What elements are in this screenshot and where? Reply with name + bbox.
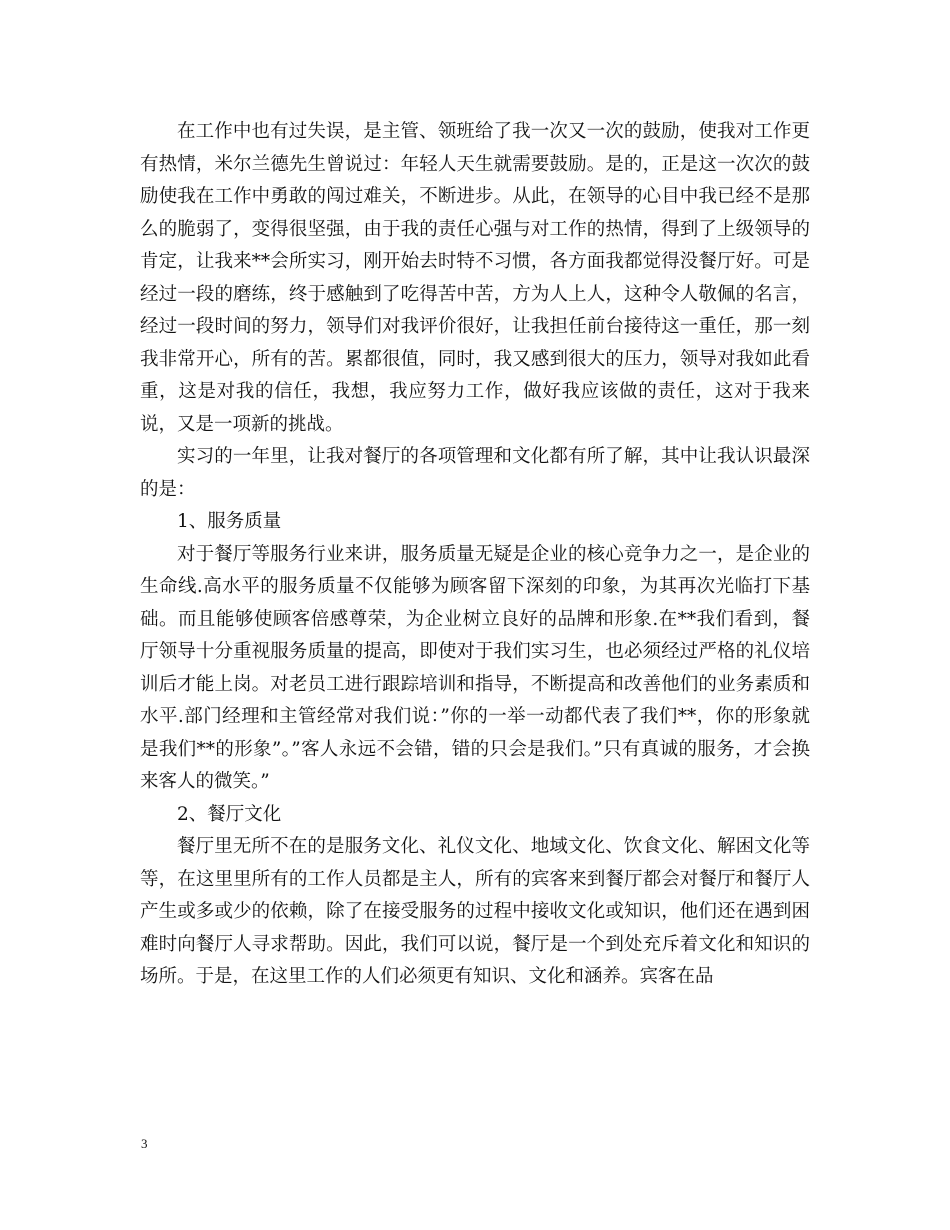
paragraph-service-quality: 对于餐厅等服务行业来讲，服务质量无疑是企业的核心竞争力之一，是企业的生命线.高水平的服务质量不仅能够为顾客留下深刻的印象，为其再次光临打下基础。而且能够使顾客倍感尊荣，为企业树立良好的品牌和形象.在**我们看到，餐厅领导十分重视服务质量的提高，即使对于我们实习生，也必须经过严格的礼仪培训后才能上岗。对老员工进行跟踪培训和指导，不断提高和改善他们的业务素质和水平.部门经理和主管经常对我们说：”你的一举一动都代表了我们**，你的形象就是我们**的形象”。”客人永远不会错，错的只会是我们。”只有真诚的服务，才会换来客人的微笑。” [140,543,810,792]
paragraph-internship-experience: 在工作中也有过失误，是主管、领班给了我一次又一次的鼓励，使我对工作更有热情，米尔兰德先生曾说过：年轻人天生就需要鼓励。是的，正是这一次次的鼓励使我在工作中勇敢的闯过难关，不断进步。从此，在领导的心目中我已经不是那么的脆弱了，变得很坚强，由于我的责任心强与对工作的热情，得到了上级领导的肯定，让我来**会所实习，刚开始去时特不习惯，各方面我都觉得没餐厅好。可是经过一段的磨练，终于感触到了吃得苦中苦，方为人上人，这种令人敬佩的名言，经过一段时间的努力，领导们对我评价很好，让我担任前台接待这一重任，那一刻我非常开心，所有的苦。累都很值，同时，我又感到很大的压力，领导对我如此看重，这是对我的信任，我想，我应努力工作，做好我应该做的责任，这对于我来说，又是一项新的挑战。 [140,121,810,435]
paragraph-restaurant-culture: 餐厅里无所不在的是服务文化、礼仪文化、地域文化、饮食文化、解困文化等等，在这里里所有的工作人员都是主人，所有的宾客来到餐厅都会对餐厅和餐厅人产生或多或少的依赖，除了在接受服务的过程中接收文化或知识，他们还在遇到困难时向餐厅人寻求帮助。因此，我们可以说，餐厅是一个到处充斥着文化和知识的场所。于是，在这里工作的人们必须更有知识、文化和涵养。宾客在品 [140,836,810,987]
paragraph-understanding-intro: 实习的一年里，让我对餐厅的各项管理和文化都有所了解，其中让我认识最深的是： [140,446,810,500]
section-heading-service-quality: 1、服务质量 [177,511,282,532]
page-number: 3 [141,1136,148,1151]
section-heading-restaurant-culture: 2、餐厅文化 [177,803,282,825]
page-body [140,116,810,994]
